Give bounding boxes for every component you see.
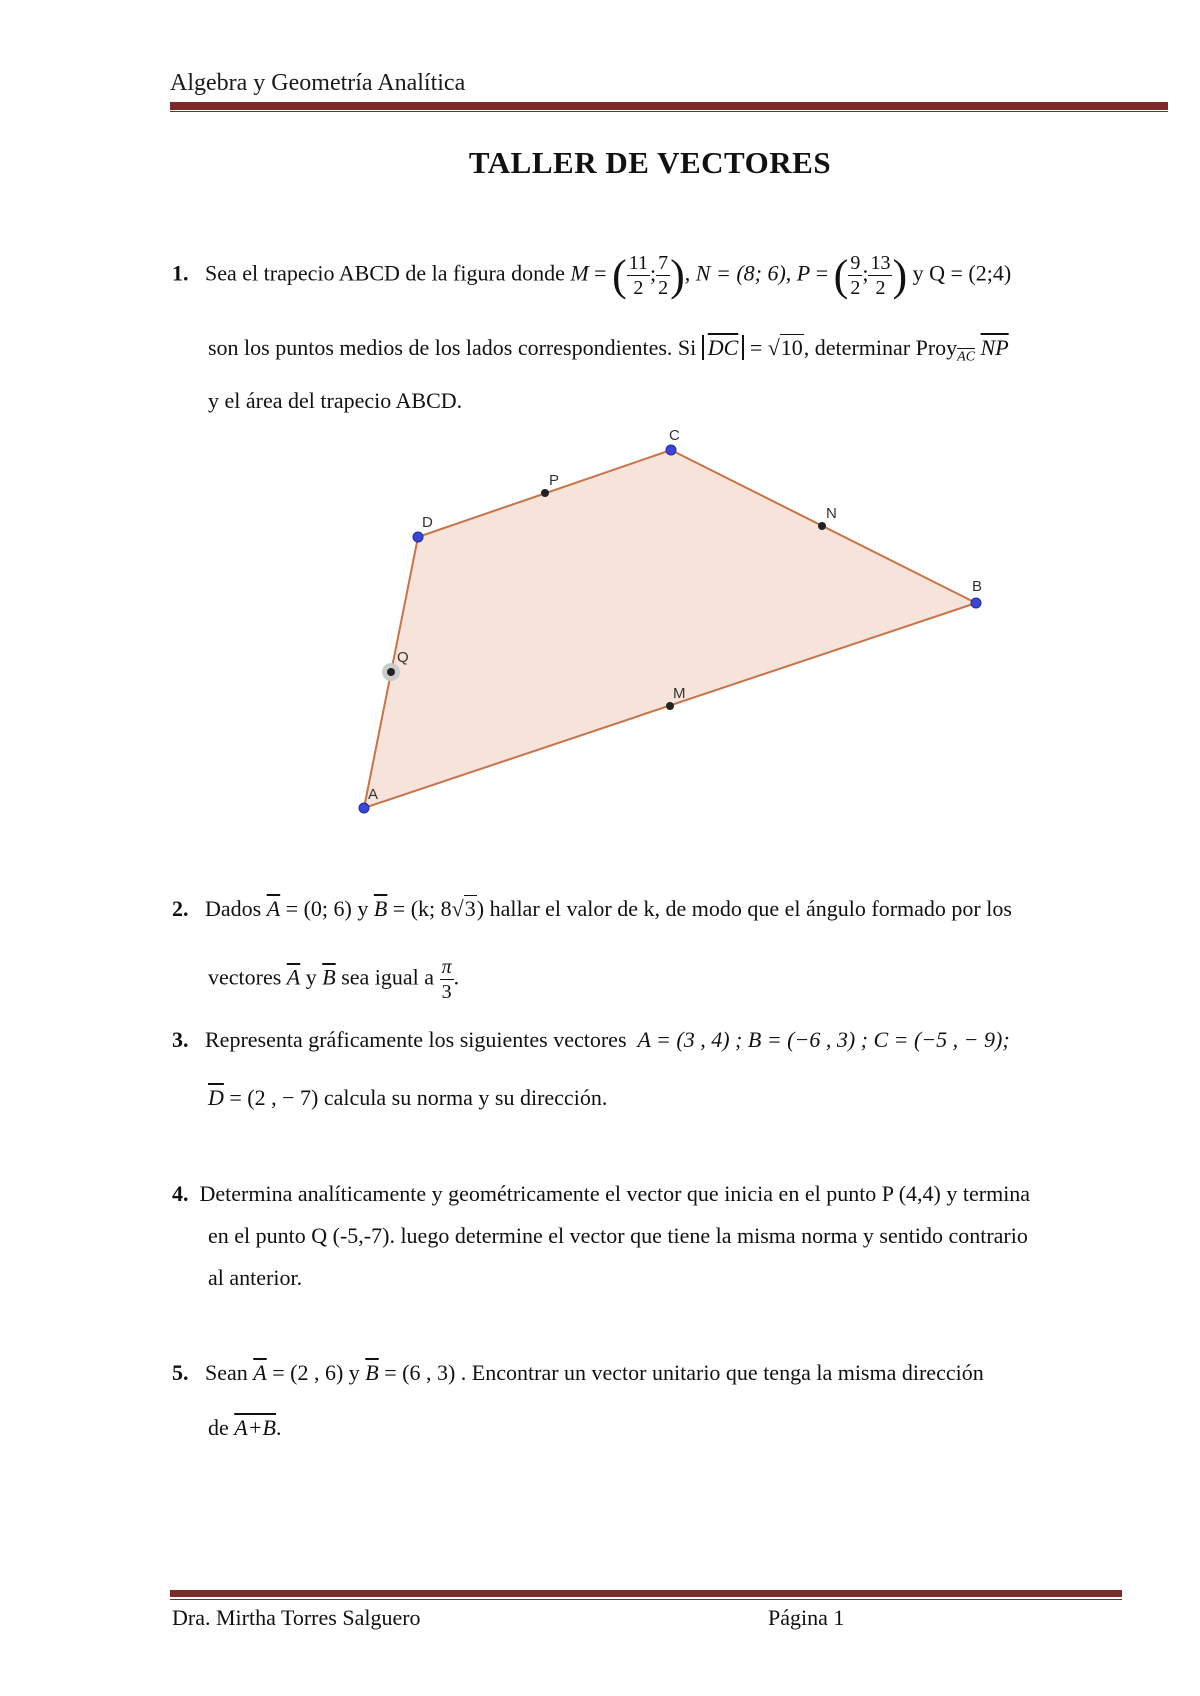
label-n: N <box>826 505 837 522</box>
problem-2-text-c: sea igual a <box>341 964 435 990</box>
problem-1-text-b: , determinar Proy <box>803 335 958 360</box>
problem-number: 5. <box>172 1360 189 1385</box>
vector-a: $\overline{A}$ <box>253 1360 267 1385</box>
midpoint-n <box>818 522 826 530</box>
proy-subscript: AC <box>957 349 976 365</box>
footer-rule-thin <box>170 1599 1122 1600</box>
label-c: C <box>669 427 680 444</box>
midpoint-p <box>541 489 549 497</box>
problem-5-text: . Encontrar un vector unitario que tenga la misma dirección <box>460 1360 984 1385</box>
point-m-label: M <box>570 260 589 286</box>
header-rule-thin <box>170 111 1168 112</box>
point-p-label: P <box>796 260 811 286</box>
label-m: M <box>673 685 686 702</box>
vertex-a <box>359 803 369 813</box>
problem-4-line-1 <box>172 1181 1030 1207</box>
problem-number: 3. <box>172 1027 189 1052</box>
label-a: A <box>368 786 379 803</box>
problem-5-text-b: de <box>208 1415 229 1440</box>
problem-1-line-3: y el área del trapecio ABCD. <box>208 388 463 413</box>
np-vector: $\overline{NP}$ <box>980 335 1009 360</box>
vector-b-close: ) <box>476 896 485 921</box>
vector-d-value: = (2 , − 7) <box>229 1085 319 1110</box>
midpoint-m <box>666 702 674 710</box>
problem-2-text: hallar el valor de k, de modo que el ángulo formado por los <box>489 896 1012 921</box>
pi-over-3-fraction: $\frac{\pi}{3}$ <box>441 956 452 1003</box>
period: . <box>453 964 460 990</box>
problem-5-line-2 <box>208 1415 282 1441</box>
problem-2-text-b: vectores <box>208 964 282 990</box>
problem-1-intro: Sea el trapecio ABCD de la figura donde <box>205 260 565 286</box>
vector-b-value: = (k; 8 <box>392 896 452 921</box>
vector-a-value: = (2 , 6) <box>272 1360 344 1385</box>
vectors-abc: A = (3 , 4) ; B = (−6 , 3) ; C = (−5 , − 9); <box>637 1027 1010 1052</box>
period: . <box>276 1415 282 1440</box>
vertex-d <box>413 532 423 542</box>
footer-rule <box>170 1590 1122 1597</box>
vector-b-value: = (6 , 3) <box>384 1360 456 1385</box>
vector-b: $\overline{B}$ <box>322 964 336 990</box>
problem-5-intro: Sean <box>205 1360 248 1385</box>
footer-author: Dra. Mirtha Torres Salguero <box>172 1605 421 1630</box>
page-title: TALLER DE VECTORES <box>468 145 832 180</box>
problem-1-text: son los puntos medios de los lados correspondientes. Si <box>208 335 697 360</box>
vector-b: $\overline{B}$ <box>373 896 388 921</box>
problem-1-line-1: 1. Sea el trapecio ABCD de la figura donde M = ( $\frac{11}{2}$ ; $\frac{7}{2}$ ), N = (8; 6), P = ( $\frac{9}{2}$ ; $\frac{13}{2}$ ) y Q = (2;4) <box>172 251 1012 300</box>
problem-2-line-2 <box>208 955 459 1004</box>
problem-4-line-3: al anterior. <box>208 1265 303 1290</box>
problem-number: 2. <box>172 896 189 921</box>
vector-b: $\overline{B}$ <box>365 1360 379 1385</box>
midpoint-q <box>387 668 395 676</box>
footer-page-number: Página 1 <box>768 1605 845 1630</box>
m-x-fraction: $\frac{11}{2}$ <box>628 252 649 299</box>
problem-2-intro: Dados <box>205 896 262 921</box>
problem-2-line-1: 2. Dados $\overline{A} = (0$; 6) y $\overline{B} = (k$; 8√3) hallar el valor de k, de modo que el ángulo formado por los <box>172 896 1012 921</box>
point-q-expr: y Q = (2;4) <box>912 260 1012 286</box>
sqrt-value: 10 <box>780 335 803 360</box>
problem-number: 4. <box>172 1181 189 1206</box>
problem-5-line-1 <box>172 1360 984 1386</box>
p-y-fraction: $\frac{13}{2}$ <box>870 252 891 299</box>
m-y-fraction: $\frac{7}{2}$ <box>658 252 669 299</box>
problem-4-line-2: en el punto Q (-5,-7). luego determine el vector que tiene la misma norma y sentido contrario <box>208 1223 1028 1248</box>
label-d: D <box>422 514 433 531</box>
problem-number: 1. <box>172 260 189 286</box>
vertex-c <box>666 445 676 455</box>
conjunction: y <box>305 964 317 990</box>
vector-a: $\overline{A}$ <box>266 896 281 921</box>
vertex-b <box>971 598 981 608</box>
problem-1-line-2: son los puntos medios de los lados correspondientes. Si $\overline{DC} = √10$, determinar Proy$_{\overline{AC}}$ $\overline{NP}$ <box>208 335 1009 365</box>
vector-sum: A+B <box>234 1415 276 1440</box>
problem-4-text: Determina analíticamente y geométricamente el vector que inicia en el punto P (4,4) y termina <box>199 1181 1031 1206</box>
dc-vector: $\overline{DC}$ <box>707 335 739 360</box>
label-q: Q <box>397 649 409 666</box>
conjunction: y <box>357 896 369 921</box>
point-n-expr: N = (8; 6) <box>695 260 786 286</box>
vector-a: $\overline{A}$ <box>286 964 301 990</box>
sqrt-value: 3 <box>464 896 476 921</box>
conjunction: y <box>348 1360 360 1385</box>
label-b: B <box>972 578 983 595</box>
label-p: P <box>549 472 560 489</box>
problem-3-line-2 <box>208 1085 607 1111</box>
header-rule <box>170 102 1168 110</box>
problem-3-text-b: calcula su norma y su dirección. <box>323 1085 608 1110</box>
problem-3-text: Representa gráficamente los siguientes vectores <box>205 1027 627 1052</box>
trapezoid-shape <box>364 450 976 808</box>
header-course: Algebra y Geometría Analítica <box>170 70 466 96</box>
vector-a-value: = (0; 6) <box>285 896 352 921</box>
p-x-fraction: $\frac{9}{2}$ <box>850 252 861 299</box>
trapezoid-figure <box>300 420 1020 820</box>
vector-d: $\overline{D}$ <box>208 1085 224 1110</box>
problem-3-line-1 <box>172 1027 1010 1053</box>
